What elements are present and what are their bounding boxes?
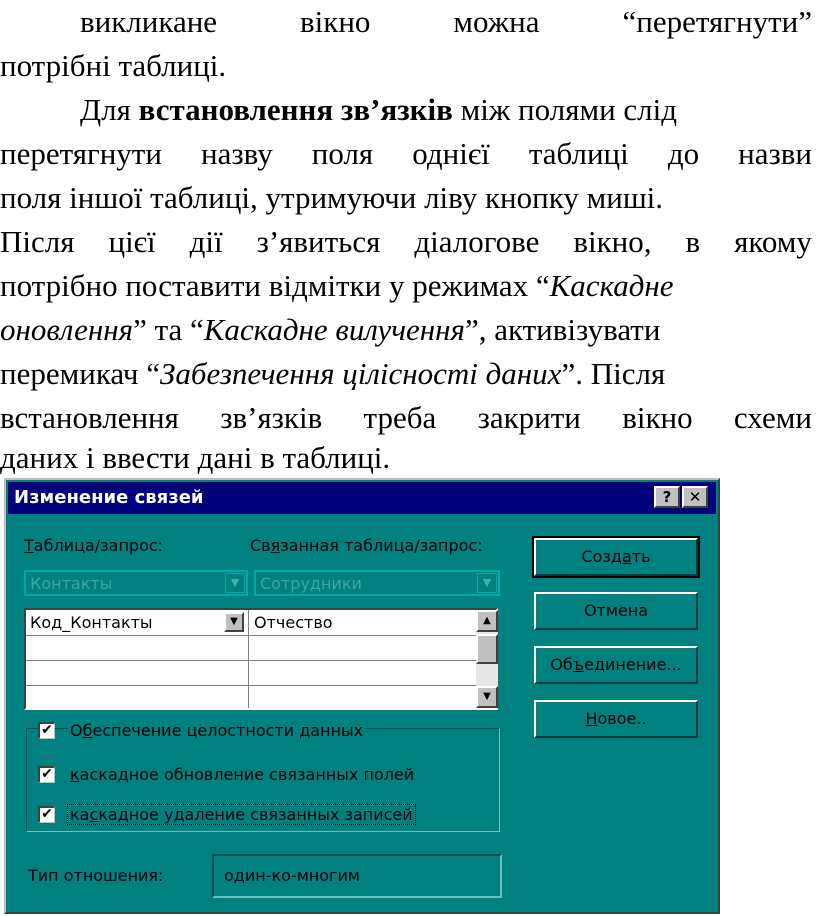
- doc-line-5: поля іншої таблиці, утримуючи ліву кнопку миші.: [0, 180, 664, 215]
- word: в: [685, 224, 701, 259]
- title-bar[interactable]: [8, 482, 716, 514]
- word: Після: [0, 224, 75, 259]
- cascade-update-checkbox[interactable]: ✔: [38, 766, 55, 783]
- doc-line-11: даних і ввести дані в таблиці.: [0, 440, 391, 475]
- italic-term: Забезпечення цілісності даних: [160, 356, 562, 391]
- accel-key: с: [89, 805, 99, 824]
- grid-row-divider: [26, 685, 476, 686]
- chevron-down-icon: ▼: [477, 573, 497, 593]
- label-text: еспечение целостности данных: [92, 721, 364, 740]
- word: назви: [738, 136, 812, 171]
- related-table-label: [250, 536, 483, 555]
- word: схеми: [733, 400, 812, 435]
- label-text: занная таблица/запрос:: [280, 536, 483, 555]
- integrity-label[interactable]: [68, 721, 365, 740]
- doc-line-1: [0, 0, 812, 44]
- text-span: ”. Після: [561, 356, 666, 391]
- join-type-button[interactable]: [534, 646, 698, 684]
- text-span: перемикач “: [0, 356, 161, 391]
- help-button[interactable]: ?: [654, 486, 680, 508]
- text-span: між полями слід: [452, 92, 678, 127]
- word: дії: [189, 224, 223, 259]
- label-text: ка: [70, 805, 90, 824]
- italic-term: Каскадне: [549, 268, 674, 303]
- word: вікно,: [573, 224, 652, 259]
- word: якому: [734, 224, 812, 259]
- word: цієї: [108, 224, 156, 259]
- word: встановлення: [0, 400, 179, 435]
- accel-key: Н: [585, 709, 598, 728]
- word: зв’язків: [220, 400, 323, 435]
- text-span: ”, активізувати: [464, 312, 661, 347]
- text-span: ” та “: [133, 312, 204, 347]
- word: треба: [363, 400, 437, 435]
- doc-line-3: [0, 88, 812, 132]
- btn-text: единение...: [584, 655, 682, 674]
- btn-text: Созд: [581, 547, 622, 566]
- chevron-down-icon[interactable]: ▼: [224, 612, 244, 632]
- accel-key: я: [270, 536, 281, 555]
- text-span: Для: [80, 92, 139, 127]
- cancel-button[interactable]: Отмена: [534, 592, 698, 630]
- grid-scrollbar[interactable]: [476, 610, 498, 708]
- create-button[interactable]: [534, 538, 698, 576]
- cascade-update-label[interactable]: [68, 765, 416, 784]
- word: діалогове: [414, 224, 540, 259]
- doc-line-6: [0, 220, 812, 264]
- relation-type-label: Тип отношения:: [28, 866, 164, 885]
- btn-text: Об: [550, 655, 573, 674]
- word: до: [667, 136, 700, 171]
- word: вікно: [622, 400, 693, 435]
- word: назву: [201, 136, 273, 171]
- dialog-title: Изменение связей: [14, 487, 204, 508]
- cascade-delete-checkbox[interactable]: ✔: [38, 806, 55, 823]
- word: однієї: [412, 136, 490, 171]
- related-combo-value: Сотрудники: [260, 574, 362, 593]
- italic-term: Каскадне вилучення: [203, 312, 465, 347]
- doc-line-4: [0, 132, 812, 176]
- accel-key: б: [82, 721, 93, 740]
- grid-cell-right[interactable]: Отчество: [254, 613, 333, 632]
- accel-key: а: [621, 547, 632, 566]
- accel-key: Т: [24, 536, 34, 555]
- cascade-delete-label[interactable]: [68, 805, 415, 824]
- accel-key: ъ: [572, 655, 585, 674]
- chevron-down-icon: ▼: [225, 573, 245, 593]
- fields-grid: [24, 608, 498, 710]
- edit-relationships-dialog: [4, 478, 720, 914]
- label-text: кадное удаление связанных записей: [98, 805, 413, 824]
- label-text: О: [70, 721, 83, 740]
- scroll-thumb[interactable]: [476, 634, 498, 664]
- grid-column-divider: [248, 610, 249, 708]
- relation-type-value: один-ко-многим: [224, 866, 360, 885]
- relation-type-field: [212, 854, 502, 898]
- close-button[interactable]: ✕: [682, 486, 708, 508]
- accel-key: к: [70, 765, 80, 784]
- btn-text: овое..: [597, 709, 647, 728]
- table-combo-value: Контакты: [30, 574, 113, 593]
- text-span: потрібно поставити відмітки у режимах “: [0, 268, 550, 303]
- doc-line-7: [0, 264, 812, 308]
- btn-text: ть: [631, 547, 651, 566]
- word: поля: [311, 136, 374, 171]
- word: “перетягнути”: [622, 4, 812, 39]
- doc-line-10: [0, 396, 812, 440]
- word: таблиці: [528, 136, 629, 171]
- word: з’явиться: [256, 224, 381, 259]
- related-table-combo: [254, 570, 500, 596]
- grid-row-divider: [26, 660, 476, 661]
- label-text: аскадное обновление связанных полей: [79, 765, 415, 784]
- word: вікно: [300, 4, 371, 39]
- para-start: [0, 88, 677, 132]
- doc-line-9: [0, 352, 812, 396]
- word: перетягнути: [0, 136, 162, 171]
- word: закрити: [477, 400, 581, 435]
- doc-line-8: [0, 308, 812, 352]
- word: викликане: [80, 4, 218, 39]
- grid-cell-left[interactable]: Код_Контакты: [30, 613, 153, 632]
- scroll-up-icon[interactable]: ▲: [476, 610, 498, 632]
- new-button[interactable]: [534, 700, 698, 738]
- italic-term: оновлення: [0, 312, 134, 347]
- table-combo: [24, 570, 248, 596]
- doc-line-2: потрібні таблиці.: [0, 48, 227, 83]
- label-text: аблица/запрос:: [33, 536, 164, 555]
- grid-row-divider: [26, 635, 476, 636]
- table-query-label: [24, 536, 163, 555]
- word: можна: [453, 4, 540, 39]
- integrity-checkbox[interactable]: ✔: [38, 722, 55, 739]
- bold-term: встановлення зв’язків: [138, 92, 453, 127]
- label-text: Св: [250, 536, 271, 555]
- scroll-down-icon[interactable]: ▼: [476, 686, 498, 708]
